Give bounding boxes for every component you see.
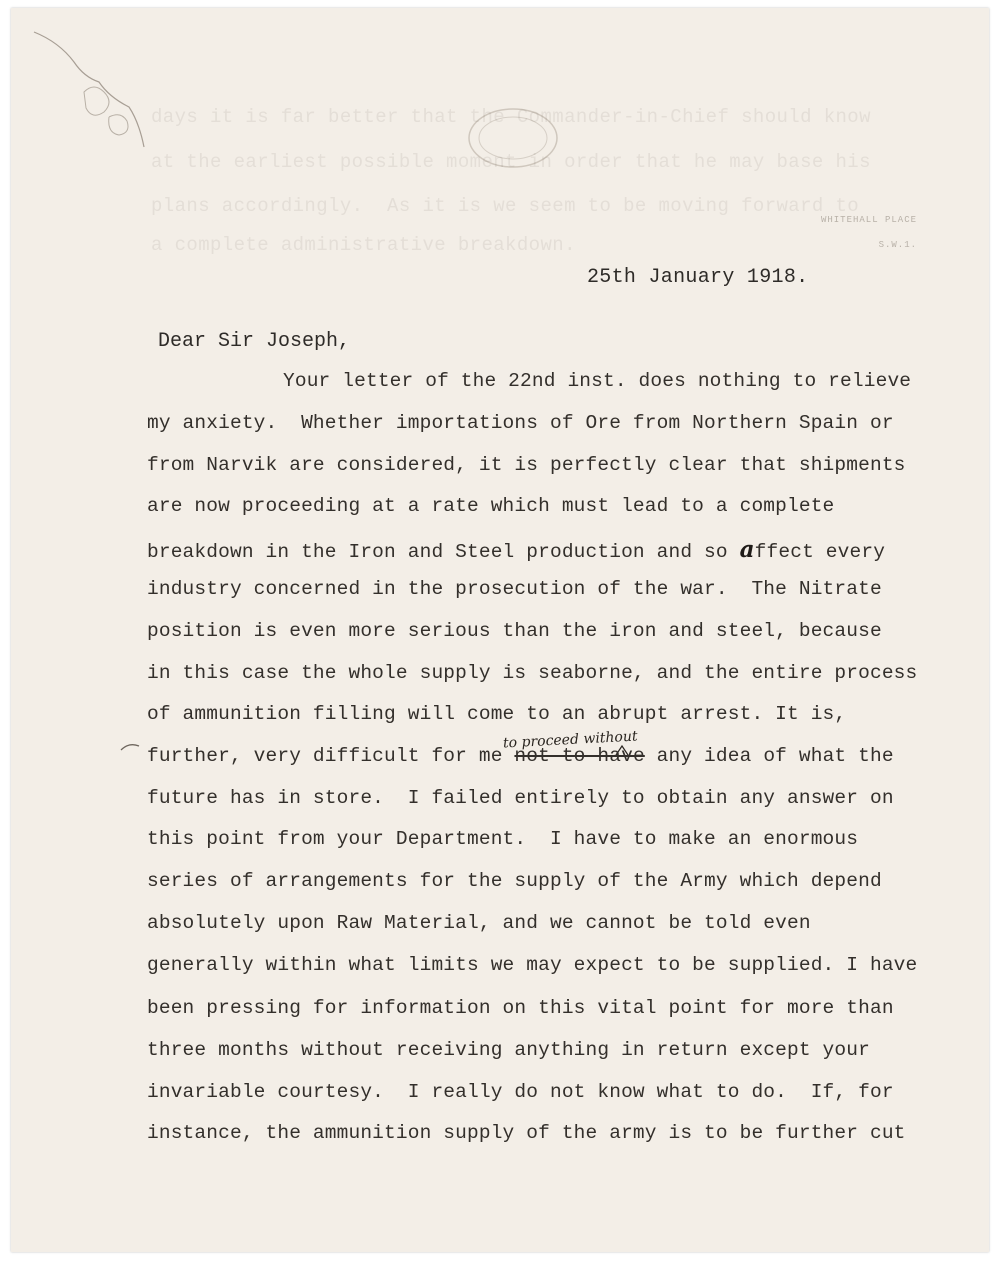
body-line-14: absolutely upon Raw Material, and we cannot be told even [147,912,811,934]
body-line-10-before: further, very difficult for me [147,745,515,767]
body-line-9: of ammunition filling will come to an abrupt arrest. It is, [147,703,847,725]
corner-wear-mark [29,22,149,152]
margin-tick-mark [119,740,143,756]
address-line-1: WHITEHALL PLACE [820,215,917,225]
body-line-5-after: ffect every [754,541,886,563]
handwritten-insertion: to proceed without [502,728,638,752]
body-line-16: been pressing for information on this vital point for more than [147,997,894,1019]
body-line-13: series of arrangements for the supply of the Army which depend [147,870,882,892]
letter-page [11,8,989,1252]
body-line-12: this point from your Department. I have to make an enormous [147,828,859,850]
body-line-17: three months without receiving anything in return except your [147,1039,870,1061]
salutation: Dear Sir Joseph, [158,330,351,353]
body-line-10 [147,745,894,767]
letterhead-address [821,208,917,258]
body-line-15: generally within what limits we may expect to be supplied. I have [147,954,918,976]
letter-date: 25th January 1918. [587,266,809,289]
body-line-4: are now proceeding at a rate which must lead to a complete [147,495,835,517]
body-line-2: my anxiety. Whether importations of Ore from Northern Spain or [147,412,894,434]
ink-correction-a: a [739,536,755,563]
show-through-line-3: plans accordingly. As it is we seem to be moving forward to [151,195,860,217]
show-through-line-4: a complete administrative breakdown. [151,234,576,256]
body-line-1: Your letter of the 22nd inst. does nothing to relieve [283,370,912,392]
body-line-5 [147,536,885,563]
body-line-11: future has in store. I failed entirely to obtain any answer on [147,787,894,809]
body-line-7: position is even more serious than the iron and steel, because [147,620,882,642]
body-line-8: in this case the whole supply is seaborne, and the entire process [147,662,918,684]
body-line-18: invariable courtesy. I really do not know what to do. If, for [147,1081,894,1103]
body-line-10-after: any idea of what the [644,745,894,767]
body-line-19: instance, the ammunition supply of the army is to be further cut [147,1122,906,1144]
body-line-5-before: breakdown in the Iron and Steel production and so [147,541,740,563]
body-line-6: industry concerned in the prosecution of the war. The Nitrate [147,578,882,600]
body-line-3: from Narvik are considered, it is perfectly clear that shipments [147,454,906,476]
show-through-line-2: at the earliest possible moment in order that he may base his [151,151,871,173]
show-through-line-1: days it is far better that the Commander-in-Chief should know [151,106,871,128]
address-line-2: S.W.1. [878,240,917,250]
struck-text: not to have [514,745,645,767]
